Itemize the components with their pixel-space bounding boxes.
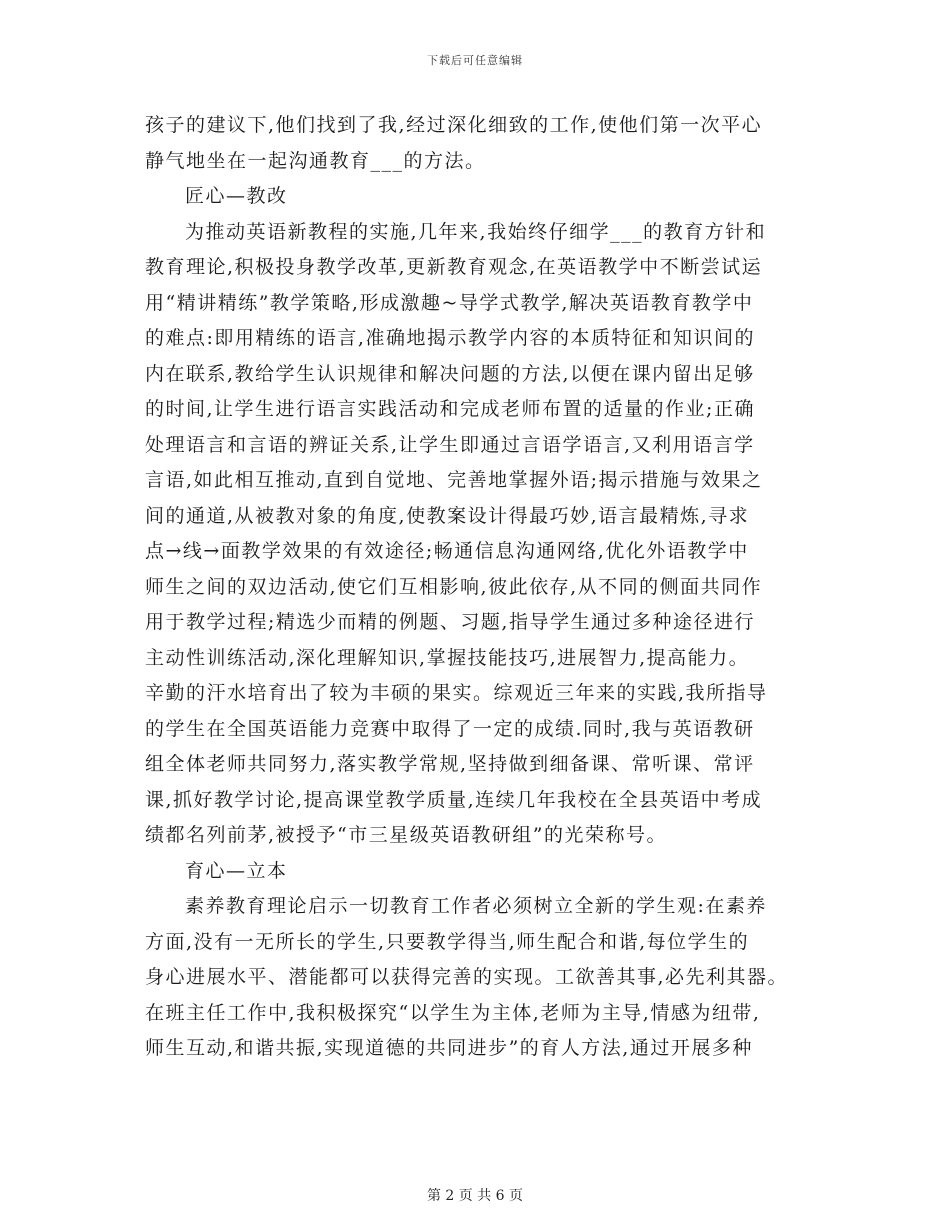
text-line: 为推动英语新教程的实施,几年来,我始终仔细学___的教育方针和 [185,220,767,243]
text-line: 组全体老师共同努力,落实教学常规,坚持做到细备课、常听课、常评 [145,753,755,775]
text-line: 教育理论,积极投身教学改革,更新教育观念,在英语教学中不断尝试运 [145,256,763,278]
text-line: 言语,如此相互推动,直到自觉地、完善地掌握外语;揭示措施与效果之 [145,469,763,491]
document-body [145,108,845,1067]
text-line: 课,抓好教学讨论,提高课堂教学质量,连续几年我校在全县英语中考成 [145,788,763,811]
text-line: 静气地坐在一起沟通教育___的方法。 [145,149,486,172]
text-line: 的难点:即用精练的语言,准确地揭示教学内容的本质特征和知识间的 [145,327,755,349]
text-line: 内在联系,教给学生认识规律和解决问题的方法,以便在课内留出足够 [145,362,755,385]
text-line: 的时间,让学生进行语言实践活动和完成老师布置的适量的作业;正确 [145,398,755,420]
section-heading: 匠心—教改 [185,185,288,207]
page-header: 下载后可任意编辑 [427,54,523,67]
text-line: 孩子的建议下,他们找到了我,经过深化细致的工作,使他们第一次平心 [145,114,763,136]
text-line: 师生互动,和谐共振,实现道德的共同进步”的育人方法,通过开展多种 [145,1037,753,1059]
text-line: 绩都名列前茅,被授予“市三星级英语教研组”的光荣称号。 [145,824,667,846]
text-line: 在班主任工作中,我积极探究“以学生为主体,老师为主导,情感为纽带, [145,1001,761,1024]
text-line: 辛勤的汗水培育出了较为丰硕的果实。综观近三年来的实践,我所指导 [145,682,768,704]
page-number-footer: 第 2 页 共 6 页 [426,1188,524,1204]
text-line: 用于教学过程;精选少而精的例题、习题,指导学生通过多种途径进行 [145,611,755,633]
text-line: 用“精讲精练”教学策略,形成激趣~导学式教学,解决英语教育教学中 [145,291,754,314]
text-line: 师生之间的双边活动,使它们互相影响,彼此依存,从不同的侧面共同作 [145,575,763,598]
text-line: 素养教育理论启示一切教育工作者必须树立全新的学生观:在素养 [185,895,767,917]
text-line: 点→线→面教学效果的有效途径;畅通信息沟通网络,优化外语教学中 [145,540,749,562]
text-line: 身心进展水平、潜能都可以获得完善的实现。工欲善其事,必先利其器。 [145,966,789,988]
text-line: 处理语言和言语的辨证关系,让学生即通过言语学语言,又利用语言学 [145,433,755,456]
text-line: 的学生在全国英语能力竞赛中取得了一定的成绩.同时,我与英语教研 [145,717,755,740]
text-line: 间的通道,从被教对象的角度,使教案设计得最巧妙,语言最精炼,寻求 [145,504,750,527]
text-line: 主动性训练活动,深化理解知识,掌握技能技巧,进展智力,提高能力。 [145,646,750,669]
text-line: 方面,没有一无所长的学生,只要教学得当,师生配合和谐,每位学生的 [145,930,750,953]
section-heading: 育心—立本 [185,859,288,882]
